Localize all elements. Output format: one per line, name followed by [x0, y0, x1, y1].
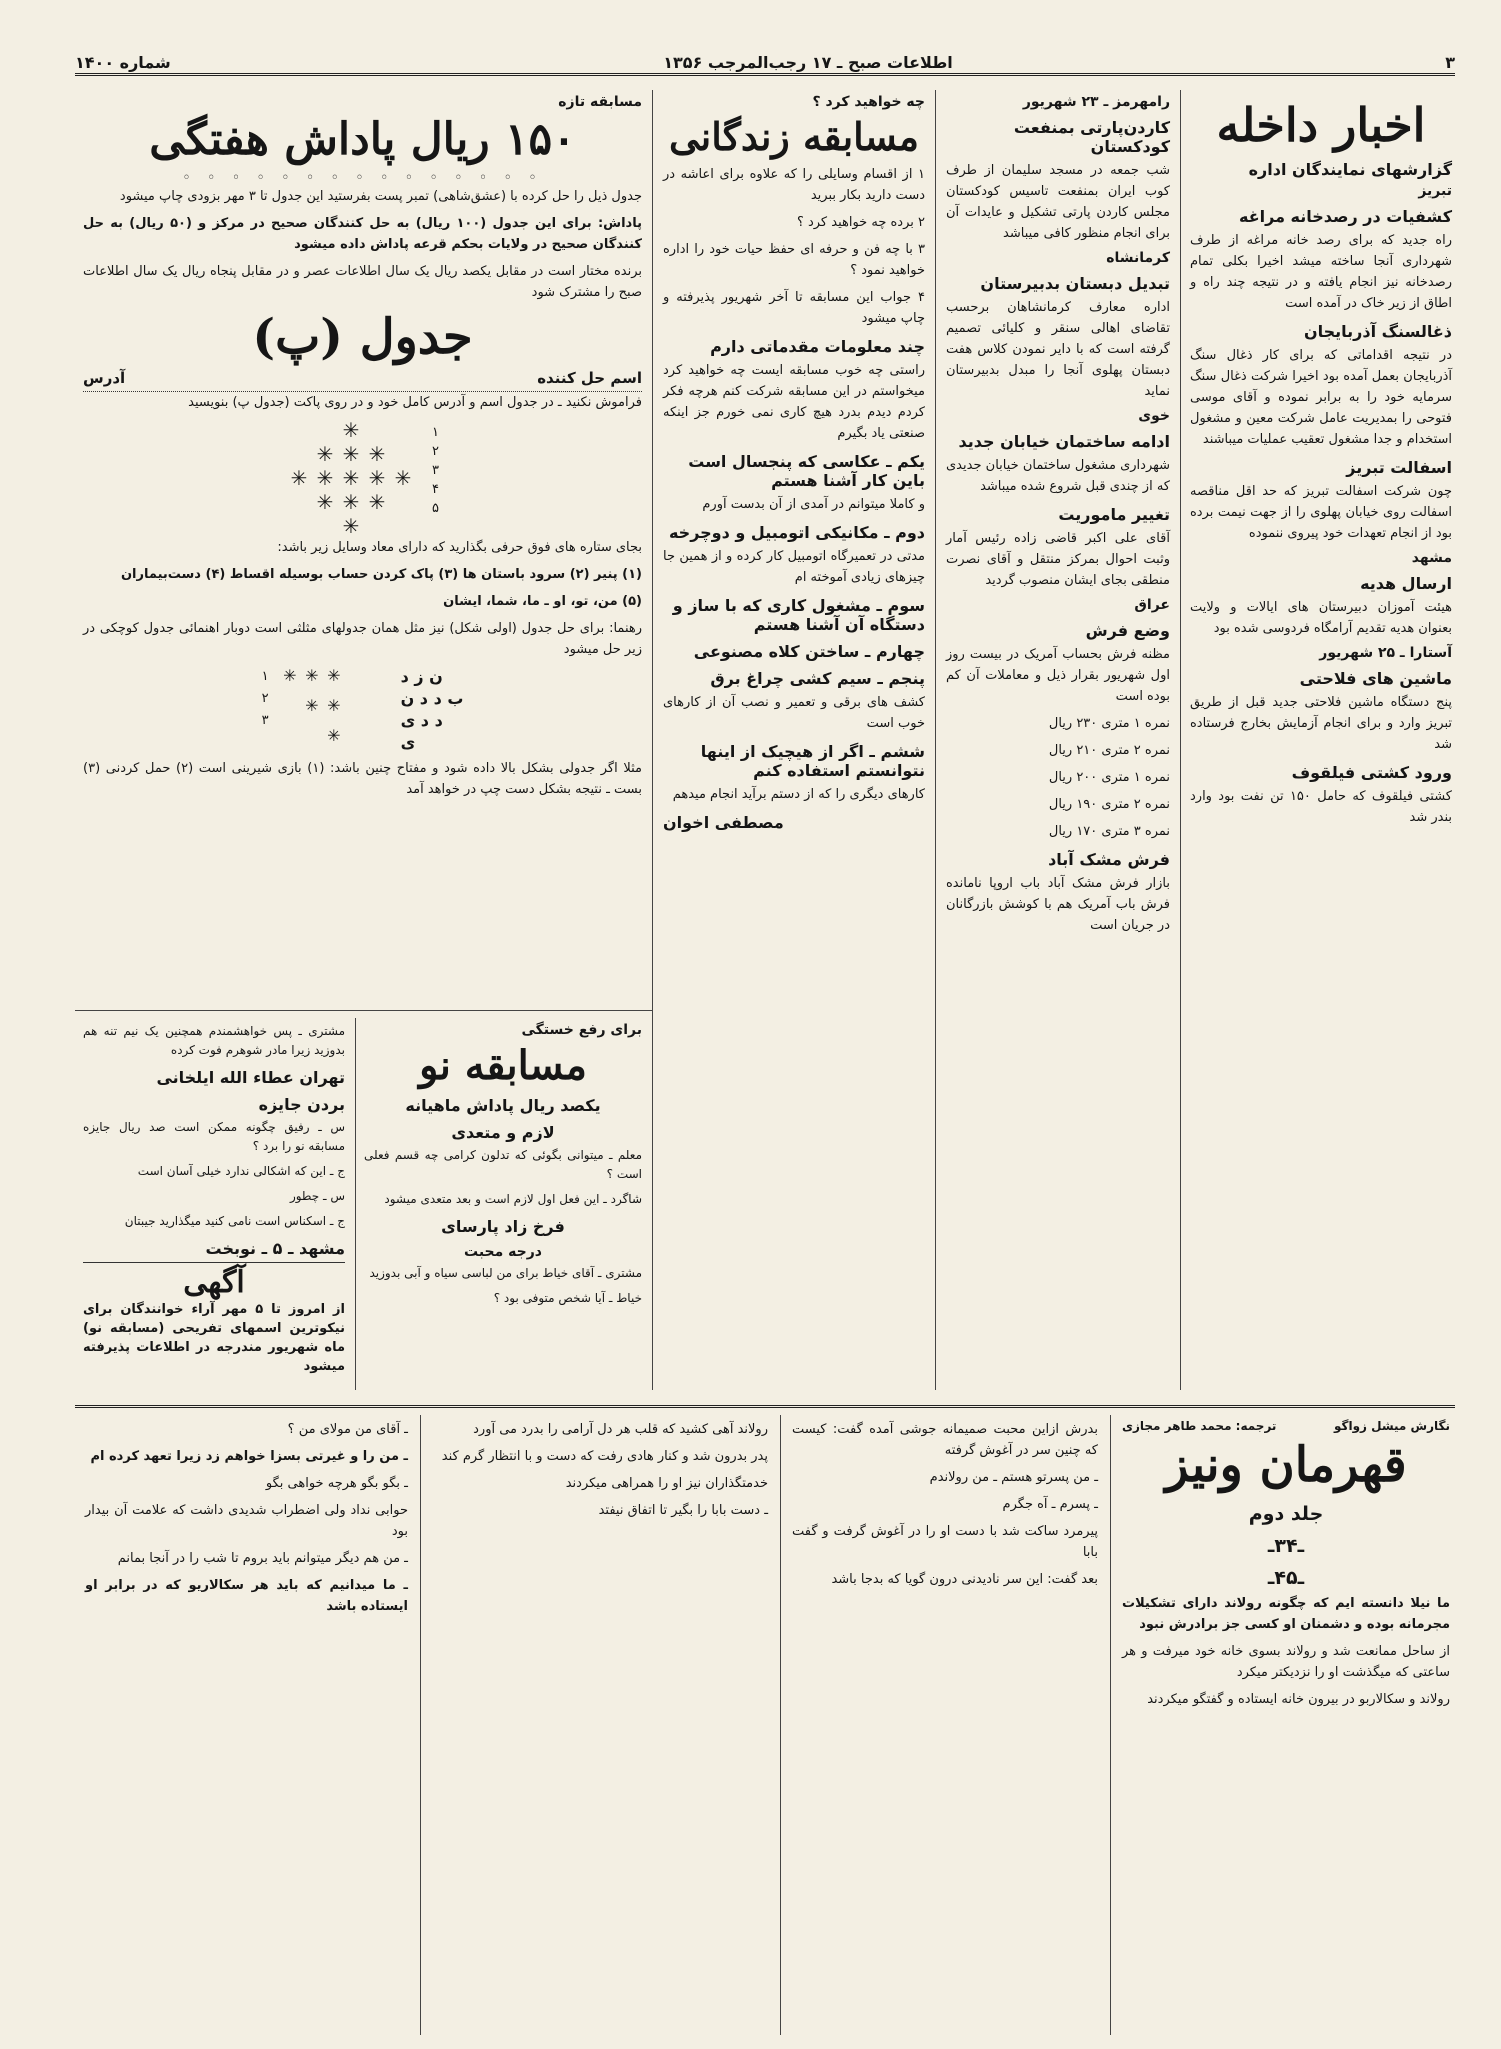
city-label: کرمانشاه [1106, 250, 1170, 266]
puzzle-cell[interactable]: ✳ [368, 466, 386, 491]
price-row: نمره ۱ متری ۲۰۰ ریال [1048, 770, 1170, 785]
instruction-text: فراموش نکنید ـ در جدول اسم و آدرس کامل خود و در روی پاکت (جدول پ) بنویسید [188, 395, 642, 411]
row-number: ۲ [432, 444, 439, 460]
serial-text: بدرش ازاین محبت صمیمانه جوشی آمده گفت: کیست که چنین سر در آغوش گرفته [792, 1422, 1098, 1458]
puzzle-cell[interactable]: ✳ [316, 466, 334, 491]
dotted-divider: ◦ ◦ ◦ ◦ ◦ ◦ ◦ ◦ ◦ ◦ ◦ ◦ ◦ ◦ ◦ [182, 170, 543, 187]
headline: کشفیات در رصدخانه مراغه [1239, 207, 1452, 226]
article-text: بازار فرش مشک آباد باب اروپا نامانده فرش باب آمریک هم با کوشش بازرگانان در جریان است [946, 876, 1170, 933]
serial-part: جلد دوم [1248, 1503, 1324, 1525]
chapter-number: ـ۴۵ـ [1267, 1567, 1305, 1589]
article-text: ۱ از اقسام وسایلی را که علاوه برای اعاشه در دست دارید بکار ببرید [663, 166, 925, 203]
entry-form [83, 369, 642, 392]
section-rule [75, 1010, 652, 1011]
ad-title: آگهی [183, 1265, 245, 1300]
serial-text: ما نیلا دانسته ایم که چگونه رولاند دارای تشکیلات مجرمانه بوده و دشمنان او کسی جز برادرش نبود [1122, 1596, 1450, 1632]
headline: فرش مشک آباد [1048, 850, 1170, 869]
article-text: مدتی در تعمیرگاه اتومبیل کار کرده و از همین جا چیزهای زیادی آموخته ام [663, 548, 925, 585]
regional-column [938, 90, 1178, 1390]
advertisement [83, 1262, 345, 1376]
article-text: کشف های برقی و تعمیر و نصب آن از کارهای خوب است [663, 694, 925, 731]
blank-example [262, 666, 341, 754]
serial-text: ـ من را و غیرتی بسزا خواهم زد زیرا تعهد کرده ام [90, 1449, 408, 1464]
row-number: ۳ [261, 713, 269, 729]
column-rule [420, 1415, 421, 2035]
price-row: نمره ۳ متری ۱۷۰ ریال [1048, 824, 1170, 839]
clue-text: (۱) پنیر (۲) سرود باستان ها (۳) پاک کردن حساب بوسیله اقساط (۴) دست‌بیماران [120, 567, 642, 583]
example-grids [83, 666, 642, 754]
masthead [75, 52, 1455, 76]
clue-text: (۵) من، تو، او ـ ما، شما، ایشان [443, 594, 642, 610]
article-text: مظنه فرش بحساب آمریک در بیست روز اول شهریور بقرار ذیل و معاملات آن کم بوده است [946, 647, 1170, 704]
row-number: ۴ [432, 482, 439, 498]
city-label: مشهد [1411, 550, 1452, 566]
dialog-line: ج ـ اسکناس است نامی کنید میگذارید جیبتان [124, 1214, 345, 1228]
puzzle-title: جدول (پ) [252, 309, 473, 366]
serial-text: پیرمرد ساکت شد با دست او را در آغوش گرفت و گفت بابا [792, 1524, 1098, 1560]
serial-column-3 [422, 1415, 778, 2035]
headline: ارسال هدیه [1360, 574, 1452, 593]
prize-text: پاداش: برای این جدول (۱۰۰ ریال) به حل کنندگان صحیح در مرکز و (۵۰ ریال) به حل کنندگان صحیح در ولایات بحکم قرعه پاداش داده میشود [83, 216, 642, 253]
row-number: ۱ [261, 669, 269, 685]
chapter-number: ـ۳۴ـ [1267, 1535, 1305, 1557]
headline: یکم ـ عکاسی که پنجسال است باین کار آشنا هستم [688, 451, 925, 490]
headline: ماشین های فلاحتی [1299, 669, 1452, 688]
kicker: مسابقه تازه [558, 94, 642, 110]
puzzle-cell[interactable]: ✳ [368, 490, 386, 515]
section-title: مسابقه زندگانی [668, 114, 920, 159]
serial-text: ـ آقای من مولای من ؟ [287, 1422, 408, 1437]
headline: ششم ـ اگر از هیچیک از اینها نتوانستم استفاده کنم [700, 741, 925, 780]
serial-text: پدر بدرون شد و کنار هادی رفت که دست و با انتظار گرم کند [441, 1449, 768, 1464]
headline: سوم ـ مشغول کاری که با ساز و دستگاه آن آشنا هستم [672, 595, 925, 634]
row-number: ۲ [261, 691, 269, 707]
kicker: برای رفع خستگی [521, 1022, 642, 1038]
article-text: چون شرکت اسفالت تبریز که حد اقل مناقصه اسفالت روی خیابان پهلوی را از جهت نیمت برده بود از انجام تعهدات خود پیروی ننموده [1190, 484, 1452, 541]
headline: چند معلومات مقدماتی دارم [710, 336, 925, 356]
box-title: مسابقه نو [419, 1042, 587, 1089]
issue-number: شماره ۱۴۰۰ [75, 53, 171, 72]
dialog-line: مشتری ـ آقای خیاط برای من لباسی سیاه و آبی بدوزید [369, 1266, 642, 1280]
author-signature: مصطفی اخوان [663, 812, 784, 832]
example-numbers [262, 666, 269, 754]
serial-column-2 [782, 1415, 1108, 2035]
row-number: ۳ [432, 463, 439, 479]
headline: دوم ـ مکانیکی اتومبیل و دوچرخه [668, 522, 925, 542]
author-name: تهران عطاء الله ایلخانی [156, 1068, 345, 1087]
city-label: عراق [1134, 597, 1170, 613]
serial-credits [1122, 1419, 1450, 1433]
article-text: پنج دستگاه ماشین فلاحتی جدید قبل از طریق تبریز وارد و برای انجام آزمایش بخارج فرستاده شد [1190, 695, 1452, 752]
headline: کاردن‌پارتی بمنفعت کودکستان [1013, 118, 1170, 156]
news-column [1182, 90, 1460, 1390]
serial-text: رولاند آهی کشید که قلب هر دل آرامی را بدرد می آورد [473, 1422, 768, 1437]
example-row: ی [400, 733, 416, 753]
column-rule [652, 90, 653, 1390]
row-number: ۵ [432, 501, 439, 517]
column-rule [1110, 1415, 1111, 2035]
address-label: آدرس [83, 369, 126, 388]
serial-title: قهرمان ونیز [1165, 1437, 1407, 1493]
puzzle-grid [286, 419, 414, 537]
headline: تغییر ماموریت [1058, 505, 1170, 524]
puzzle-cell[interactable]: ✳ [342, 418, 360, 443]
headline: تبدیل دبستان بدبیرستان [980, 274, 1170, 293]
dialog-line: س ـ رفیق چگونه ممکن است صد ریال جایزه مسابقه نو را برد ؟ [83, 1120, 345, 1153]
page-number: ۳ [1445, 53, 1455, 72]
headline: اسفالت تبریز [1346, 458, 1452, 477]
price-row: نمره ۱ متری ۲۳۰ ریال [1048, 716, 1170, 731]
dialog-line: س ـ چطور [289, 1189, 345, 1203]
section-title: اخبار داخله [1216, 98, 1426, 152]
section-subtitle: گزارشهای نمایندگان اداره [1248, 160, 1452, 179]
column-rule [1180, 90, 1181, 1390]
author-signature: مشهد ـ ۵ ـ نوبخت [205, 1239, 345, 1258]
price-row: نمره ۲ متری ۲۱۰ ریال [1048, 743, 1170, 758]
example-row: ب د د ن [400, 689, 464, 709]
headline: درجه محبت [464, 1244, 542, 1260]
serial-text: رولاند و سکالاربو در بیرون خانه ایستاده و گفتگو میکردند [1147, 1692, 1450, 1707]
headline: ورود کشتی فیلقوف [1291, 763, 1452, 782]
headline: پنجم ـ سیم کشی چراغ برق [710, 668, 925, 688]
column-rule [935, 90, 936, 1390]
article-text: هیئت آموزان دبیرستان های ایالات و ولایت بعنوان هدیه تقدیم آرامگاه فردوسی شده بود [1190, 600, 1452, 636]
question: ۴ جواب این مسابقه تا آخر شهریور پذیرفته و چاپ میشود [663, 289, 925, 326]
serial-text: ـ ما میدانیم که باید هر سکالاریو که در برابر او ایستاده باشد [85, 1578, 408, 1614]
puzzle-grid-wrap [83, 419, 642, 537]
question: ۳ با چه فن و حرفه ای حفظ حیات خود را اداره خواهید نمود ؟ [663, 241, 925, 278]
headline: لازم و متعدی [451, 1123, 555, 1142]
headline: وضع فرش [1085, 621, 1170, 640]
article-text: جدول ذیل را حل کرده با (عشق‌شاهی) تمبر پست بفرستید این جدول تا ۳ مهر بزودی چاپ میشود [119, 189, 642, 205]
article-text: آقای علی اکبر قاضی زاده رئیس آمار وثبت احوال بمرکز منتقل و آقای نصرت منطقی بجای ایشان منصوب گردید [946, 531, 1170, 588]
serial-rule [75, 1405, 1455, 1408]
question: ۲ برده چه خواهید کرد ؟ [796, 214, 925, 230]
new-contest-box [355, 1018, 650, 1390]
puzzle-cell[interactable]: ✳ [342, 490, 360, 515]
article-text: کارهای دیگری را که از دستم برآید انجام میدهم [672, 786, 925, 802]
headline: چهارم ـ ساختن کلاه مصنوعی [693, 641, 925, 661]
serial-text: ـ دست بابا را بگیر تا اتفاق نیفتد [598, 1503, 768, 1518]
author-credit: نگارش میشل زواگو [1333, 1419, 1450, 1433]
ad-text: از امروز تا ۵ مهر آراء خوانندگان برای نیکوترین اسمهای تفریحی (مسابقه نو) ماه شهریور مندرجه در اطلاعات پذیرفته میشود [83, 1302, 345, 1374]
puzzle-cell[interactable]: ✳ [342, 442, 360, 467]
puzzle-cell[interactable]: ✳ [316, 490, 334, 515]
puzzle-cell[interactable]: ✳ [342, 466, 360, 491]
article-text: برنده مختار است در مقابل یکصد ریال یک سال اطلاعات عصر و در مقابل پنجاه ریال یک سال اطلاعات صبح را مشترک شود [83, 264, 642, 301]
row-numbers [432, 419, 439, 516]
headline: بردن جایزه [258, 1095, 345, 1114]
solved-example [401, 666, 464, 754]
serial-text: حوابی نداد ولی اضطراب شدیدی داشت که علامت آن بیدار بود [85, 1503, 408, 1539]
column-rule [780, 1415, 781, 2035]
box-subtitle: یکصد ریال پاداش ماهیانه [405, 1096, 601, 1115]
blank-grid: ✳ ✳ ✳ ✳ ✳ ✳ [283, 666, 341, 746]
serial-text: ـ من هم دیگر میتوانم باید بروم تا شب را در آنجا بمانم [117, 1551, 408, 1566]
serial-text: بعد گفت: این سر نادیدنی درون گویا که بدجا باشد [831, 1572, 1098, 1587]
puzzle-cell[interactable]: ✳ [342, 514, 360, 539]
price-row: نمره ۲ متری ۱۹۰ ریال [1048, 797, 1170, 812]
headline: ادامه ساختمان خیابان جدید [958, 432, 1170, 451]
article-text: راستی چه خوب مسابقه ایست چه خواهید کرد میخواستم در این مسابقه شرکت کنم هرچه فکر کردم دیدم بدرد هیچ کاری نمی خورم جز اینکه صنعتی یاد بگیرم [663, 362, 925, 441]
serial-text: ـ من پسرتو هستم ـ من رولاندم [929, 1470, 1098, 1485]
puzzle-cell[interactable]: ✳ [316, 442, 334, 467]
serial-text: ـ پسرم ـ آه جگرم [1002, 1497, 1098, 1512]
prize-box [75, 1018, 353, 1390]
translator-credit: ترجمه: محمد طاهر مجازی [1122, 1419, 1277, 1433]
prize-puzzle-column [75, 90, 650, 1010]
dateline: اطلاعات صبح ـ ۱۷ رجب‌المرجب ۱۳۵۶ [663, 53, 953, 72]
article-text: در نتیجه اقداماتی که برای کار ذغال سنگ آذربایجان بعمل آمده بود اخیرا شرکت ذغال سنگ سرمایه خود را به برابر نموده و آقای موسی فتوحی را بمدیریت عامل شرکت معین و مشغول استخدام و جدا مشغول تعقیب عملیات میباشند [1190, 348, 1452, 447]
city-label: خوی [1138, 408, 1170, 424]
section-title: ۱۵۰ ریال پاداش هفتگی [149, 114, 576, 165]
dialog-line: خیاط ـ آیا شخص متوفی بود ؟ [493, 1291, 642, 1305]
article-text: شب جمعه در مسجد سلیمان از طرف کوب ایران بمنفعت تاسیس کودکستان مجلس کاردن پارتی تشکیل و عایدات آن برای انجام منظور کافی میباشد [946, 163, 1170, 241]
dialog-line: مشتری ـ پس خواهشمندم همچنین یک نیم تنه هم بدوزید زیرا مادر شوهرم فوت کرده [83, 1024, 345, 1057]
example-row: ن ز د [400, 667, 443, 687]
puzzle-cell[interactable]: ✳ [368, 442, 386, 467]
serial-column-1 [1112, 1415, 1460, 2035]
serial-text: ـ بگو بگو هرچه خواهی بگو [265, 1476, 408, 1491]
article-text: اداره معارف کرمانشاهان برحسب تقاضای اهالی سنقر و کلیائی تصمیم گرفته است که با دایر نمودن کلاس هفت دبستان پهلوی آنجا را مبدل بدبیرستان نماید [946, 300, 1170, 399]
solver-name-label: اسم حل کننده [537, 369, 642, 388]
dateline-label: رامهرمز ـ ۲۳ شهریور [1022, 94, 1170, 110]
author-name: فرخ زاد پارسای [441, 1217, 565, 1236]
dialog-line: معلم ـ میتوانی بگوئی که تدلون کرامی چه قسم فعلی است ؟ [364, 1148, 642, 1181]
puzzle-cell[interactable]: ✳ [394, 466, 412, 491]
serial-text: خدمتگذاران نیز او را همراهی میکردند [565, 1476, 768, 1491]
life-contest-column [655, 90, 933, 1390]
article-text: کشتی فیلقوف که حامل ۱۵۰ تن نفت بود وارد بندر شد [1190, 789, 1452, 825]
kicker: چه خواهید کرد ؟ [812, 94, 925, 110]
example-row: د د ی [400, 711, 443, 731]
serial-column-4 [75, 1415, 418, 2035]
row-number: ۱ [432, 425, 439, 441]
city-label: آستارا ـ ۲۵ شهریور [1319, 645, 1452, 661]
dialog-line: ج ـ این که اشکالی ندارد خیلی آسان است [137, 1164, 345, 1178]
serial-text: از ساحل ممانعت شد و رولاند بسوی خانه خود میرفت و هر ساعتی که میگذشت او را نزدیکتر میکرد [1122, 1644, 1450, 1680]
dialog-line: شاگرد ـ این فعل اول لازم است و بعد متعدی میشود [384, 1192, 642, 1206]
article-text: و کاملا میتوانم در آمدی از آن بدست آورم [702, 496, 925, 512]
puzzle-cell[interactable]: ✳ [290, 466, 308, 491]
article-text: شهرداری مشغول ساختمان خیابان جدیدی که از چندی قبل شروع شده میباشد [946, 458, 1170, 494]
article-text: راه جدید که برای رصد خانه مراغه از طرف شهرداری آنجا ساخته میشد اخیرا بکلی تمام رصدخانه نیز انجام یافته و در نتیجه چند راه و اطاق از زیر خاک در آمده است [1190, 233, 1452, 311]
instruction-text: رهنما: برای حل جدول (اولی شکل) نیز مثل همان جدولهای مثلثی است دوبار اهنمائی جدول کوچکی در زیر حل میشود [83, 621, 642, 658]
instruction-text: بجای ستاره های فوق حرفی بگذارید که دارای معاد وسایل زیر باشد: [277, 540, 642, 556]
instruction-text: مثلا اگر جدولی بشکل بالا داده شود و مفتاح چنین باشد: (۱) بازی شیرینی است (۲) حمل کردنی (۳) بست ـ نتیجه بشکل دست چپ در خواهد آمد [83, 761, 643, 798]
headline: ذغالسنگ آذربایجان [1303, 322, 1452, 341]
city-label: تبریز [1418, 183, 1452, 199]
